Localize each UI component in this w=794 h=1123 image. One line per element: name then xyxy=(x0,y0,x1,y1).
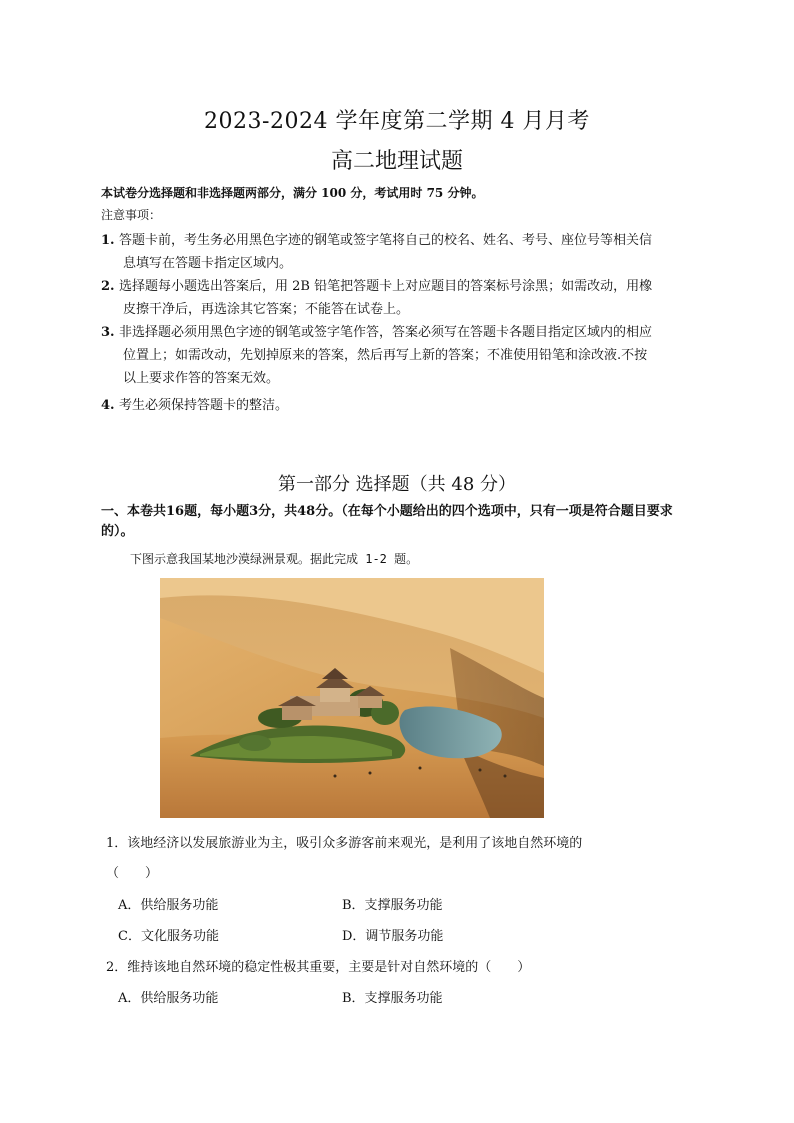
question-1-option-c: C．文化服务功能 xyxy=(118,929,219,944)
notes-heading: 注意事项： xyxy=(101,208,162,222)
exam-title: 2023-2024 学年度第二学期 4 月月考 xyxy=(204,109,590,134)
note-line: 位置上；如需改动，先划掉原来的答案，然后再写上新的答案；不准使用铅笔和涂改液.不按 xyxy=(123,348,648,363)
question-2-stem: 2．维持该地自然环境的稳定性极其重要，主要是针对自然环境的（ ） xyxy=(106,960,531,975)
question-2-option-b: B．支撑服务功能 xyxy=(342,991,443,1006)
question-lead: 下图示意我国某地沙漠绿洲景观。据此完成 1-2 题。 xyxy=(130,552,419,566)
question-1-stem: 1．该地经济以发展旅游业为主，吸引众多游客前来观光，是利用了该地自然环境的 xyxy=(106,836,583,851)
desert-oasis-photo xyxy=(160,578,544,818)
question-1-option-d: D．调节服务功能 xyxy=(342,929,444,944)
note-line: 考生必须保持答题卡的整洁。 xyxy=(119,398,289,413)
note-line: 非选择题必须用黑色字迹的钢笔或签字笔作答，答案必须写在答题卡各题目指定区域内的相应 xyxy=(119,325,653,340)
note-line: 以上要求作答的答案无效。 xyxy=(123,371,280,386)
note-line: 选择题每小题选出答案后，用 2B 铅笔把答题卡上对应题目的答案标号涂黑；如需改动，用橡 xyxy=(119,279,653,294)
question-1-option-b: B．支撑服务功能 xyxy=(342,898,443,913)
note-number: 1. xyxy=(101,233,115,248)
note-number: 4. xyxy=(101,398,115,413)
note-item-2 xyxy=(101,275,652,321)
section-instruction: 一、本卷共16题，每小题3分，共48分。（在每个小题给出的四个选项中，只有一项是符合题目要求的）。 xyxy=(101,504,673,539)
question-1-blank: （ ） xyxy=(106,866,159,881)
question-1-option-a: A．供给服务功能 xyxy=(118,898,219,913)
note-number: 2. xyxy=(101,279,115,294)
question-2-option-a: A．供给服务功能 xyxy=(118,991,219,1006)
exam-intro: 本试卷分选择题和非选择题两部分，满分 100 分，考试用时 75 分钟。 xyxy=(101,186,484,200)
note-item-4 xyxy=(101,394,288,417)
note-line: 皮擦干净后，再选涂其它答案；不能答在试卷上。 xyxy=(123,302,410,317)
note-line: 息填写在答题卡指定区域内。 xyxy=(123,256,293,271)
note-item-3 xyxy=(101,321,652,390)
note-item-1 xyxy=(101,229,652,275)
exam-subtitle: 高二地理试题 xyxy=(330,149,463,174)
note-line: 答题卡前，考生务必用黑色字迹的钢笔或签字笔将自己的校名、姓名、考号、座位号等相关信 xyxy=(119,233,653,248)
note-number: 3. xyxy=(101,325,115,340)
section-title: 第一部分 选择题（共 48 分） xyxy=(277,474,517,495)
